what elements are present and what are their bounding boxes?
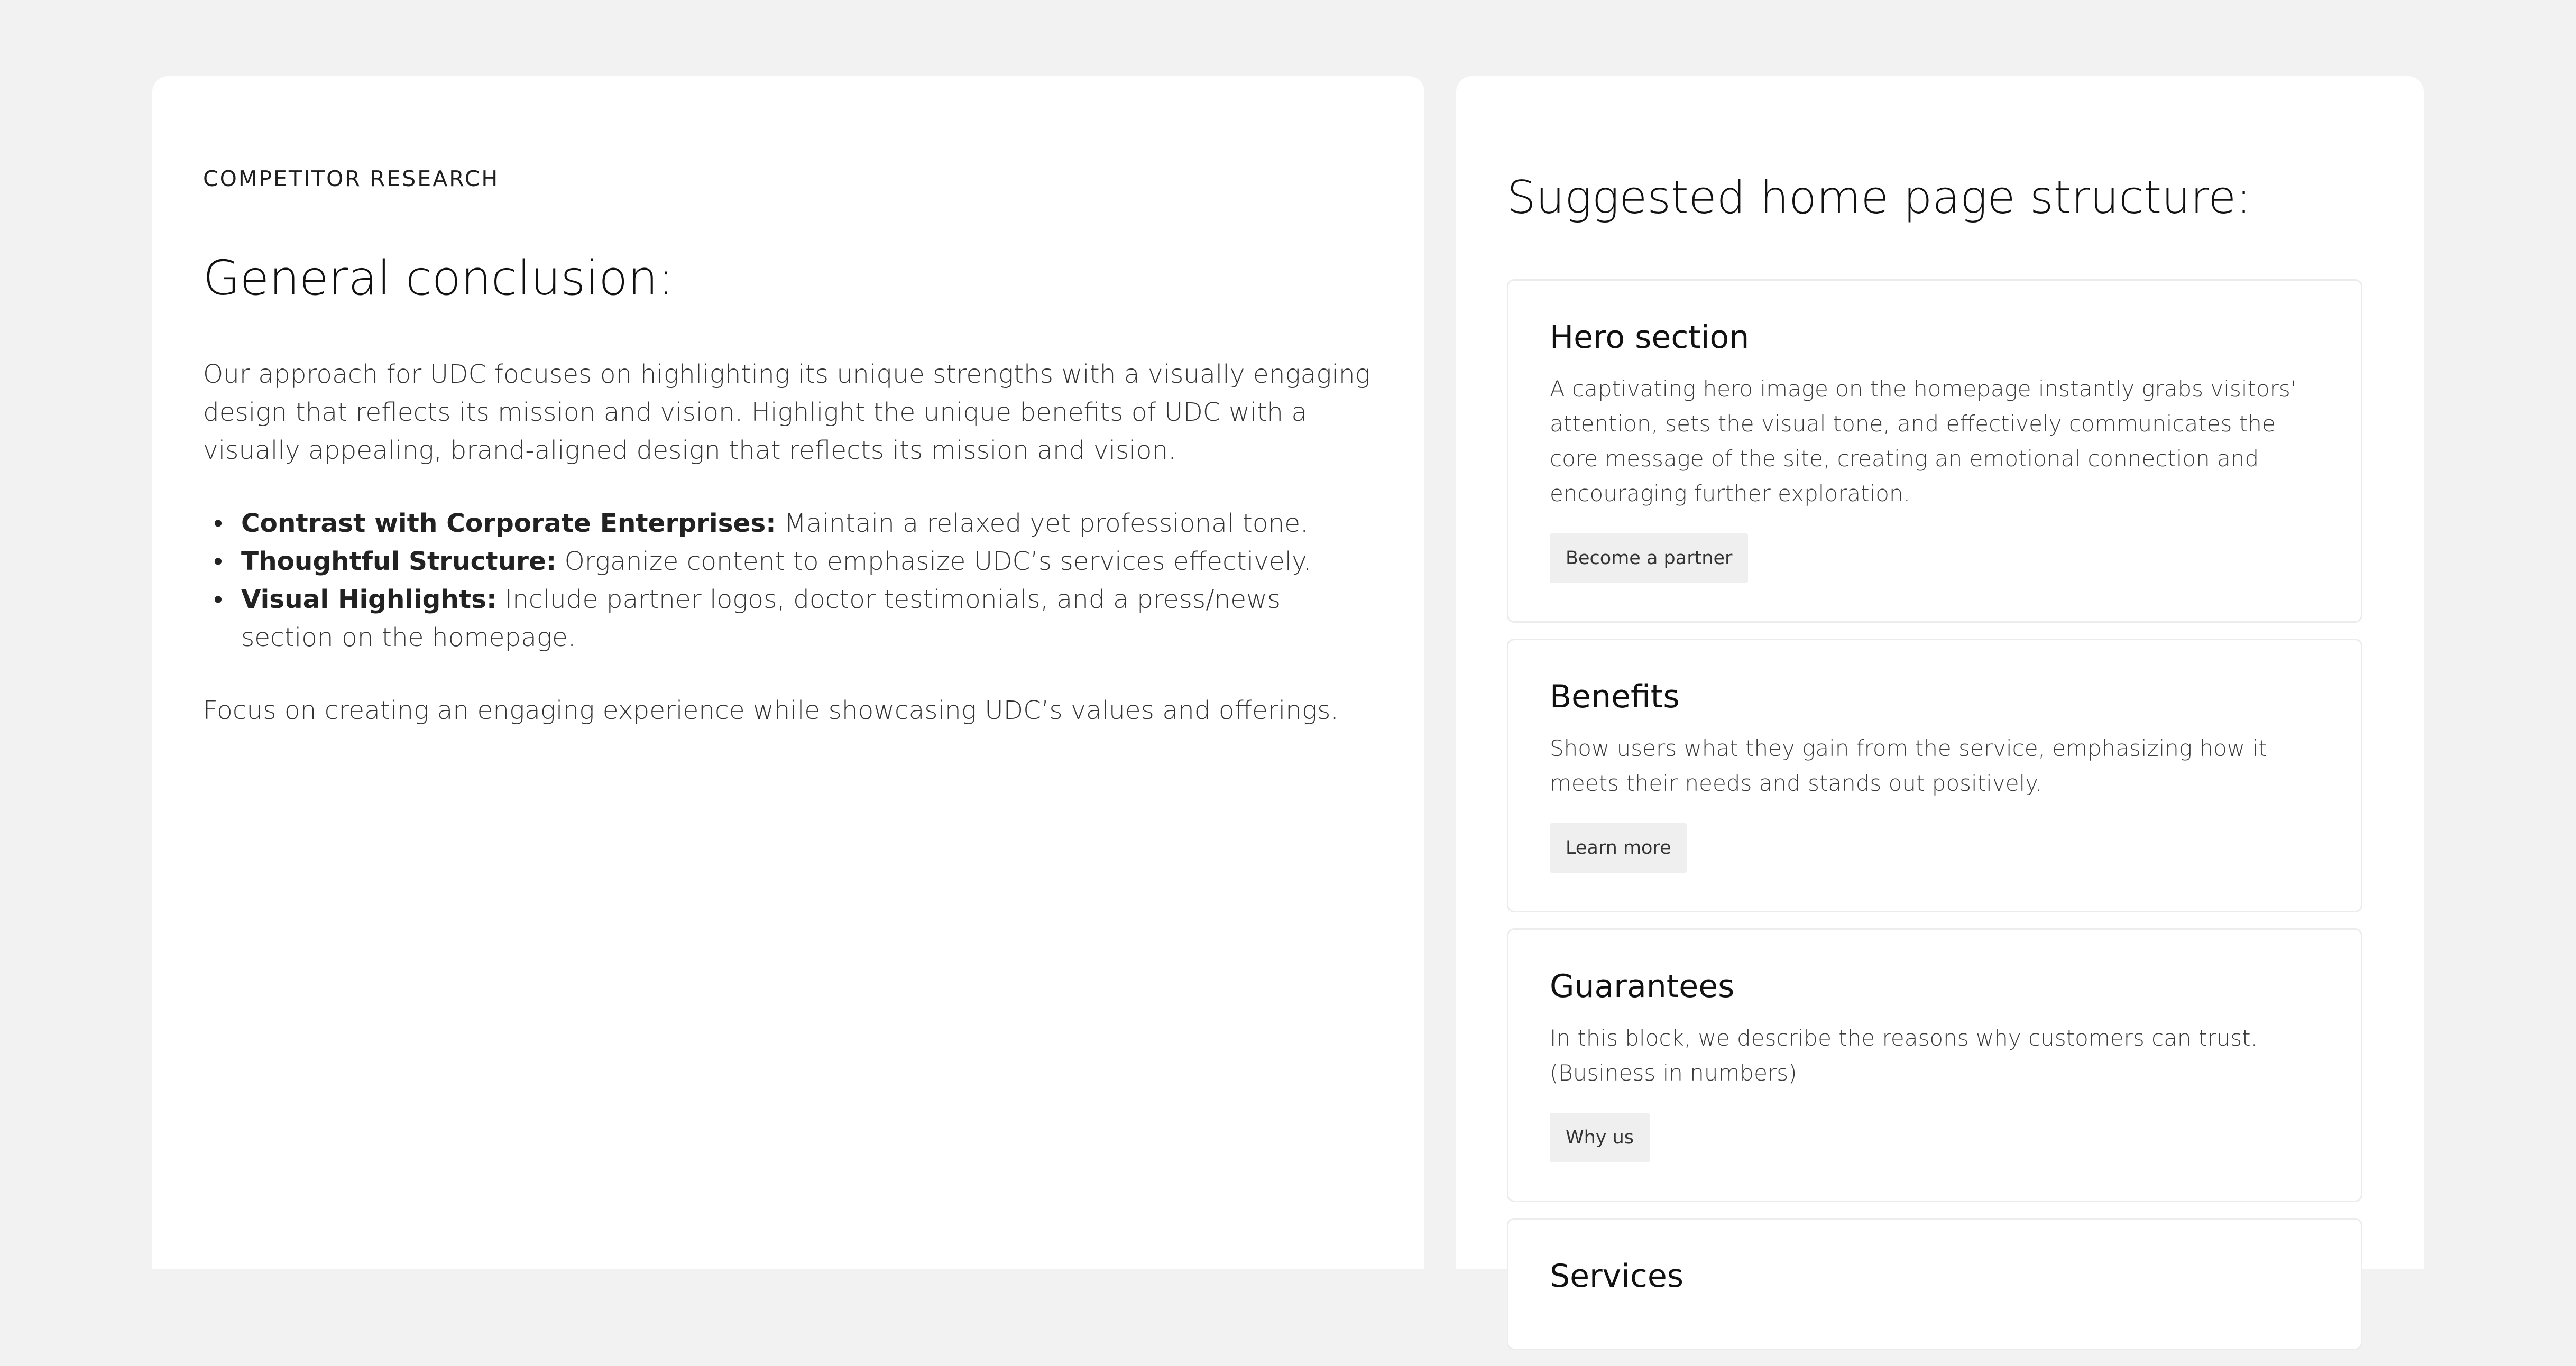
section-card-guarantees [1507,928,2362,1202]
home-structure-card [1456,76,2424,1295]
section-card-benefits [1507,639,2362,912]
conclusion-bullet-list [203,504,1377,657]
section-title: Hero section [1550,319,1750,356]
section-card-services [1507,1218,2362,1350]
section-title: Guarantees [1550,968,1735,1005]
bullet-label: Visual Highlights: [241,585,497,614]
conclusion-outro-paragraph: Focus on creating an engaging experience while showcasing UDC’s values and offerings. [203,696,1339,725]
section-description: In this block, we describe the reasons why customers can trust. (Business in numbers) [1550,1025,2258,1086]
conclusion-body [203,355,1377,730]
section-description: A captivating hero image on the homepage instantly grabs visitors' attention, sets the visual tone, and effectively communicates the core message of the site, creating an emotional connection and encouraging further exploration. [1550,376,2297,506]
bullet-text: Include partner logos, doctor testimonials, and a press/news section on the homepage. [241,585,1281,652]
bullet-item-structure [214,542,1377,580]
bullet-dot-icon: • [214,585,223,614]
bullet-item-highlights [214,580,1377,657]
bullet-text: Maintain a relaxed yet professional tone. [776,509,1309,538]
bullet-item-contrast [214,504,1377,542]
bullet-label: Thoughtful Structure: [241,547,557,576]
why-us-button[interactable]: Why us [1550,1113,1650,1162]
section-list [1507,279,2362,1366]
bullet-dot-icon: • [214,547,223,576]
suggested-structure-heading: Suggested home page structure: [1507,171,2252,224]
section-card-hero [1507,279,2362,623]
conclusion-intro-paragraph: Our approach for UDC focuses on highlighting its unique strengths with a visually engaging design that reflects its mission and vision. Highlight the unique benefits of UDC with a visually appealing, brand-aligned design that reflects its mission and vision. [203,359,1370,465]
section-title: Benefits [1550,678,1680,715]
general-conclusion-heading: General conclusion: [203,251,674,306]
bullet-label: Contrast with Corporate Enterprises: [241,509,776,538]
section-title: Services [1550,1258,1684,1295]
bullet-text: Organize content to emphasize UDC’s services effectively. [556,547,1312,576]
competitor-research-card [152,76,1424,1269]
learn-more-button[interactable]: Learn more [1550,823,1687,873]
bullet-dot-icon: • [214,509,223,538]
section-description: Show users what they gain from the service, emphasizing how it meets their needs and stands out positively. [1550,735,2267,796]
become-partner-button[interactable]: Become a partner [1550,533,1748,583]
section-eyebrow: COMPETITOR RESEARCH [203,166,500,191]
